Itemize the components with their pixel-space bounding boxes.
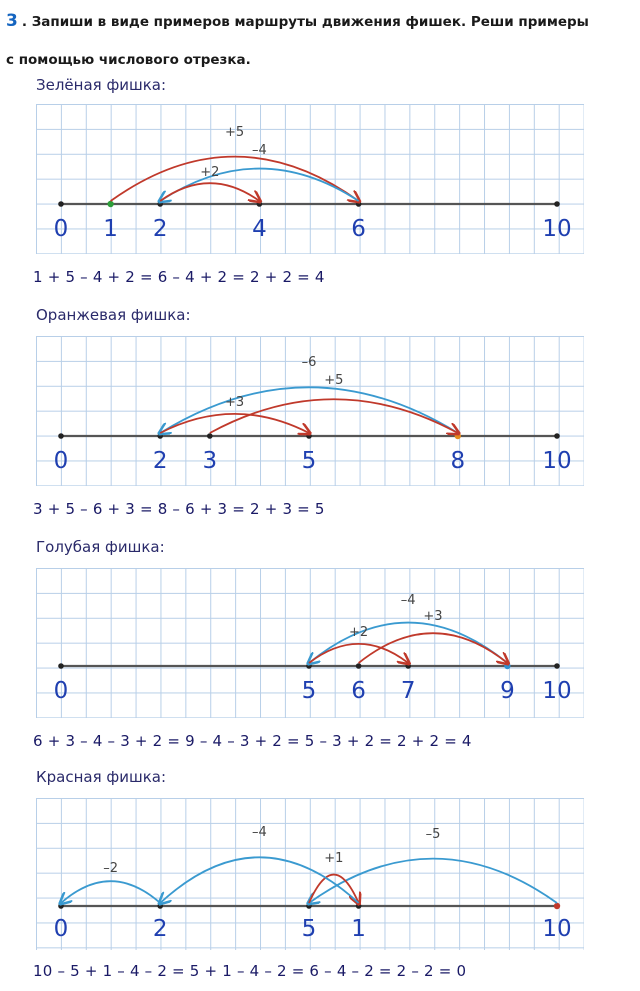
number-label: 2 xyxy=(152,916,168,942)
jump-label: –2 xyxy=(103,861,118,876)
equation-red: 10 – 5 + 1 – 4 – 2 = 5 + 1 – 4 – 2 = 6 – 4 – 2 = 2 – 2 = 0 xyxy=(33,962,467,980)
number-label: 6 xyxy=(351,216,366,242)
number-label: 2 xyxy=(152,448,168,474)
section-title-orange: Оранжевая фишка: xyxy=(36,306,191,324)
number-label: 3 xyxy=(202,448,218,474)
number-label: 5 xyxy=(301,678,317,704)
equation-orange: 3 + 5 – 6 + 3 = 8 – 6 + 3 = 2 + 3 = 5 xyxy=(33,500,325,518)
jump-label: –4 xyxy=(400,593,416,608)
number-label: 8 xyxy=(450,448,466,474)
section-title-green: Зелёная фишка: xyxy=(36,76,167,94)
number-label: 4 xyxy=(252,216,267,242)
number-label: 1 xyxy=(351,916,366,942)
number-label: 0 xyxy=(53,216,69,242)
number-label: 7 xyxy=(400,678,416,704)
jump-label: +5 xyxy=(324,373,344,388)
number-label: 10 xyxy=(542,448,572,474)
task-number: 3 xyxy=(6,11,18,31)
number-label: 5 xyxy=(301,448,317,474)
grid-green xyxy=(36,104,584,254)
task-text-line1: Запиши в виде примеров маршруты движения фишек. Реши примеры xyxy=(31,14,589,30)
number-label: 1 xyxy=(103,216,118,242)
number-label: 9 xyxy=(500,678,515,704)
jump-label: –4 xyxy=(252,143,267,158)
jump-label: +3 xyxy=(423,609,443,624)
jump-label: +2 xyxy=(200,165,220,180)
section-title-blue: Голубая фишка: xyxy=(36,538,165,556)
number-label: 2 xyxy=(152,216,168,242)
number-label: 0 xyxy=(53,448,69,474)
grid-blue xyxy=(36,568,584,718)
jump-label: –4 xyxy=(252,825,267,840)
number-label: 0 xyxy=(53,678,69,704)
equation-green: 1 + 5 – 4 + 2 = 6 – 4 + 2 = 2 + 2 = 4 xyxy=(33,268,325,286)
grid-orange xyxy=(36,336,584,486)
number-label: 6 xyxy=(351,678,366,704)
task-text-line2: с помощью числового отрезка. xyxy=(6,52,251,68)
jump-label: +2 xyxy=(349,625,369,640)
section-title-red: Красная фишка: xyxy=(36,768,167,786)
number-label: 10 xyxy=(542,916,572,942)
number-label: 0 xyxy=(53,916,69,942)
grid-red xyxy=(36,798,584,950)
jump-label: –5 xyxy=(425,827,441,842)
number-label: 10 xyxy=(542,678,572,704)
jump-label: –6 xyxy=(301,355,317,370)
number-label: 10 xyxy=(542,216,572,242)
jump-label: +3 xyxy=(225,395,245,410)
jump-label: +1 xyxy=(324,851,344,866)
number-label: 5 xyxy=(301,916,317,942)
equation-blue: 6 + 3 – 4 – 3 + 2 = 9 – 4 – 3 + 2 = 5 – 3 + 2 = 2 + 2 = 4 xyxy=(33,732,472,750)
task-header: 3 . Запиши в виде примеров маршруты движения фишек. Реши примеры с помощью числового отрезка. xyxy=(6,11,589,68)
jump-label: +5 xyxy=(225,125,245,140)
